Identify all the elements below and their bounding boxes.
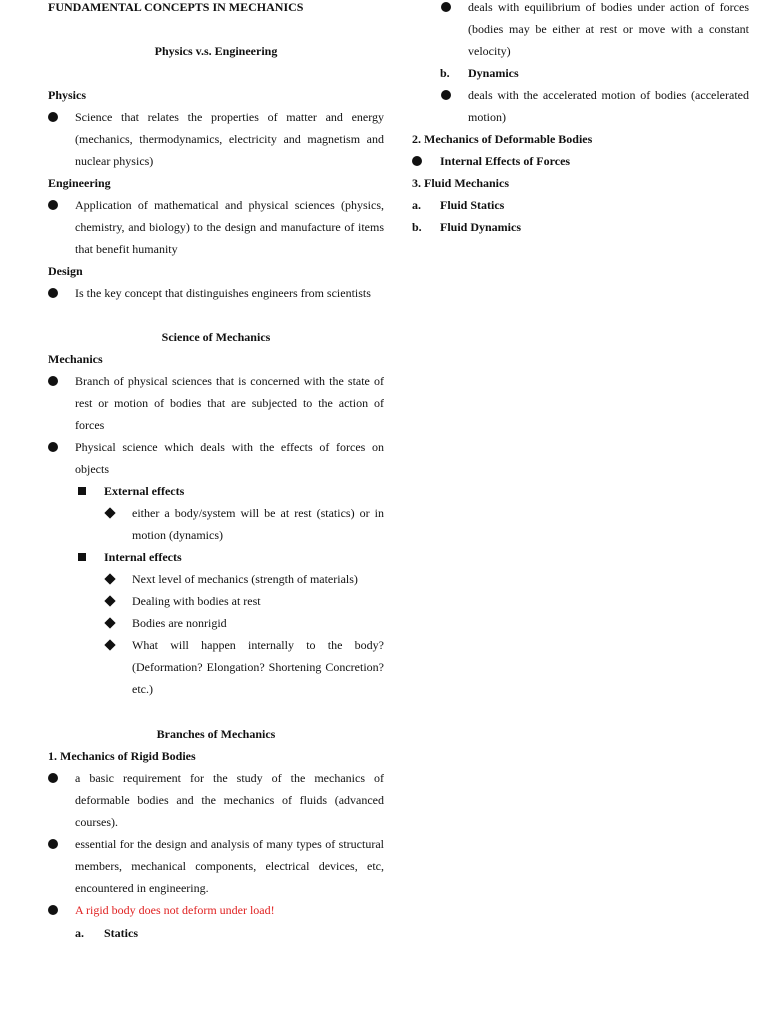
- internal-effects-item: What will happen internally to the body? (Deformation? Elongation? Shortening Concretion? etc.): [132, 638, 384, 696]
- diamond-bullet-icon: [104, 573, 115, 584]
- rigid-bodies-item: essential for the design and analysis of many types of structural members, mechanical components, electrical devices, etc, encountered in engineering.: [75, 837, 384, 895]
- bullet-icon: [48, 200, 58, 210]
- mechanics-definition-2: Physical science which deals with the effects of forces on objects: [75, 440, 384, 476]
- label-rigid-bodies: 1. Mechanics of Rigid Bodies: [48, 749, 196, 763]
- bullet-icon: [48, 839, 58, 849]
- label-design: Design: [48, 264, 83, 278]
- square-bullet-icon: [78, 487, 86, 495]
- physics-definition: Science that relates the properties of matter and energy (mechanics, thermodynamics, electricity and magnetism and nuclear physics): [75, 110, 384, 168]
- engineering-definition: Application of mathematical and physical sciences (physics, chemistry, and biology) to the design and manufacture of items that benefit humanity: [75, 198, 384, 256]
- dynamics-marker: b.: [440, 66, 450, 80]
- label-fluid-statics: Fluid Statics: [440, 198, 505, 212]
- label-deformable-bodies: 2. Mechanics of Deformable Bodies: [412, 132, 593, 146]
- heading-science-of-mechanics: Science of Mechanics: [161, 330, 271, 344]
- label-fluid-dynamics: Fluid Dynamics: [440, 220, 522, 234]
- bullet-icon: [441, 90, 451, 100]
- label-mechanics: Mechanics: [48, 352, 103, 366]
- diamond-bullet-icon: [104, 617, 115, 628]
- diamond-bullet-icon: [104, 507, 115, 518]
- label-fluid-mechanics: 3. Fluid Mechanics: [412, 176, 510, 190]
- square-bullet-icon: [78, 553, 86, 561]
- bullet-icon: [48, 376, 58, 386]
- label-internal-effects: Internal effects: [104, 550, 182, 564]
- heading-branches-of-mechanics: Branches of Mechanics: [156, 727, 276, 741]
- bullet-icon: [48, 442, 58, 452]
- diamond-bullet-icon: [104, 595, 115, 606]
- label-statics: Statics: [104, 926, 138, 940]
- label-engineering: Engineering: [48, 176, 111, 190]
- bullet-icon: [441, 2, 451, 12]
- bullet-icon: [412, 156, 422, 166]
- document-title: FUNDAMENTAL CONCEPTS IN MECHANICS: [48, 0, 304, 14]
- heading-physics-vs-engineering: Physics v.s. Engineering: [154, 44, 278, 58]
- bullet-icon: [48, 905, 58, 915]
- fluid-dynamics-marker: b.: [412, 220, 422, 234]
- label-external-effects: External effects: [104, 484, 185, 498]
- mechanics-definition-1: Branch of physical sciences that is concerned with the state of rest or motion of bodies that are subjected to the action of forces: [75, 374, 384, 432]
- rigid-body-emphasis-note: A rigid body does not deform under load!: [75, 903, 275, 917]
- bullet-icon: [48, 773, 58, 783]
- dynamics-definition: deals with the accelerated motion of bodies (accelerated motion): [468, 88, 749, 124]
- bullet-icon: [48, 112, 58, 122]
- label-physics: Physics: [48, 88, 87, 102]
- diamond-bullet-icon: [104, 639, 115, 650]
- deformable-bodies-item: Internal Effects of Forces: [440, 154, 571, 168]
- internal-effects-item: Bodies are nonrigid: [132, 616, 227, 630]
- rigid-bodies-item: a basic requirement for the study of the mechanics of deformable bodies and the mechanics of fluids (advanced courses).: [75, 771, 384, 829]
- statics-definition: deals with equilibrium of bodies under action of forces (bodies may be either at rest or move with a constant velocity): [468, 0, 749, 58]
- internal-effects-item: Next level of mechanics (strength of materials): [132, 572, 358, 586]
- design-definition: Is the key concept that distinguishes engineers from scientists: [75, 286, 371, 300]
- bullet-icon: [48, 288, 58, 298]
- statics-marker: a.: [75, 926, 84, 940]
- external-effects-item: either a body/system will be at rest (statics) or in motion (dynamics): [132, 506, 384, 542]
- internal-effects-item: Dealing with bodies at rest: [132, 594, 261, 608]
- label-dynamics: Dynamics: [468, 66, 519, 80]
- fluid-statics-marker: a.: [412, 198, 421, 212]
